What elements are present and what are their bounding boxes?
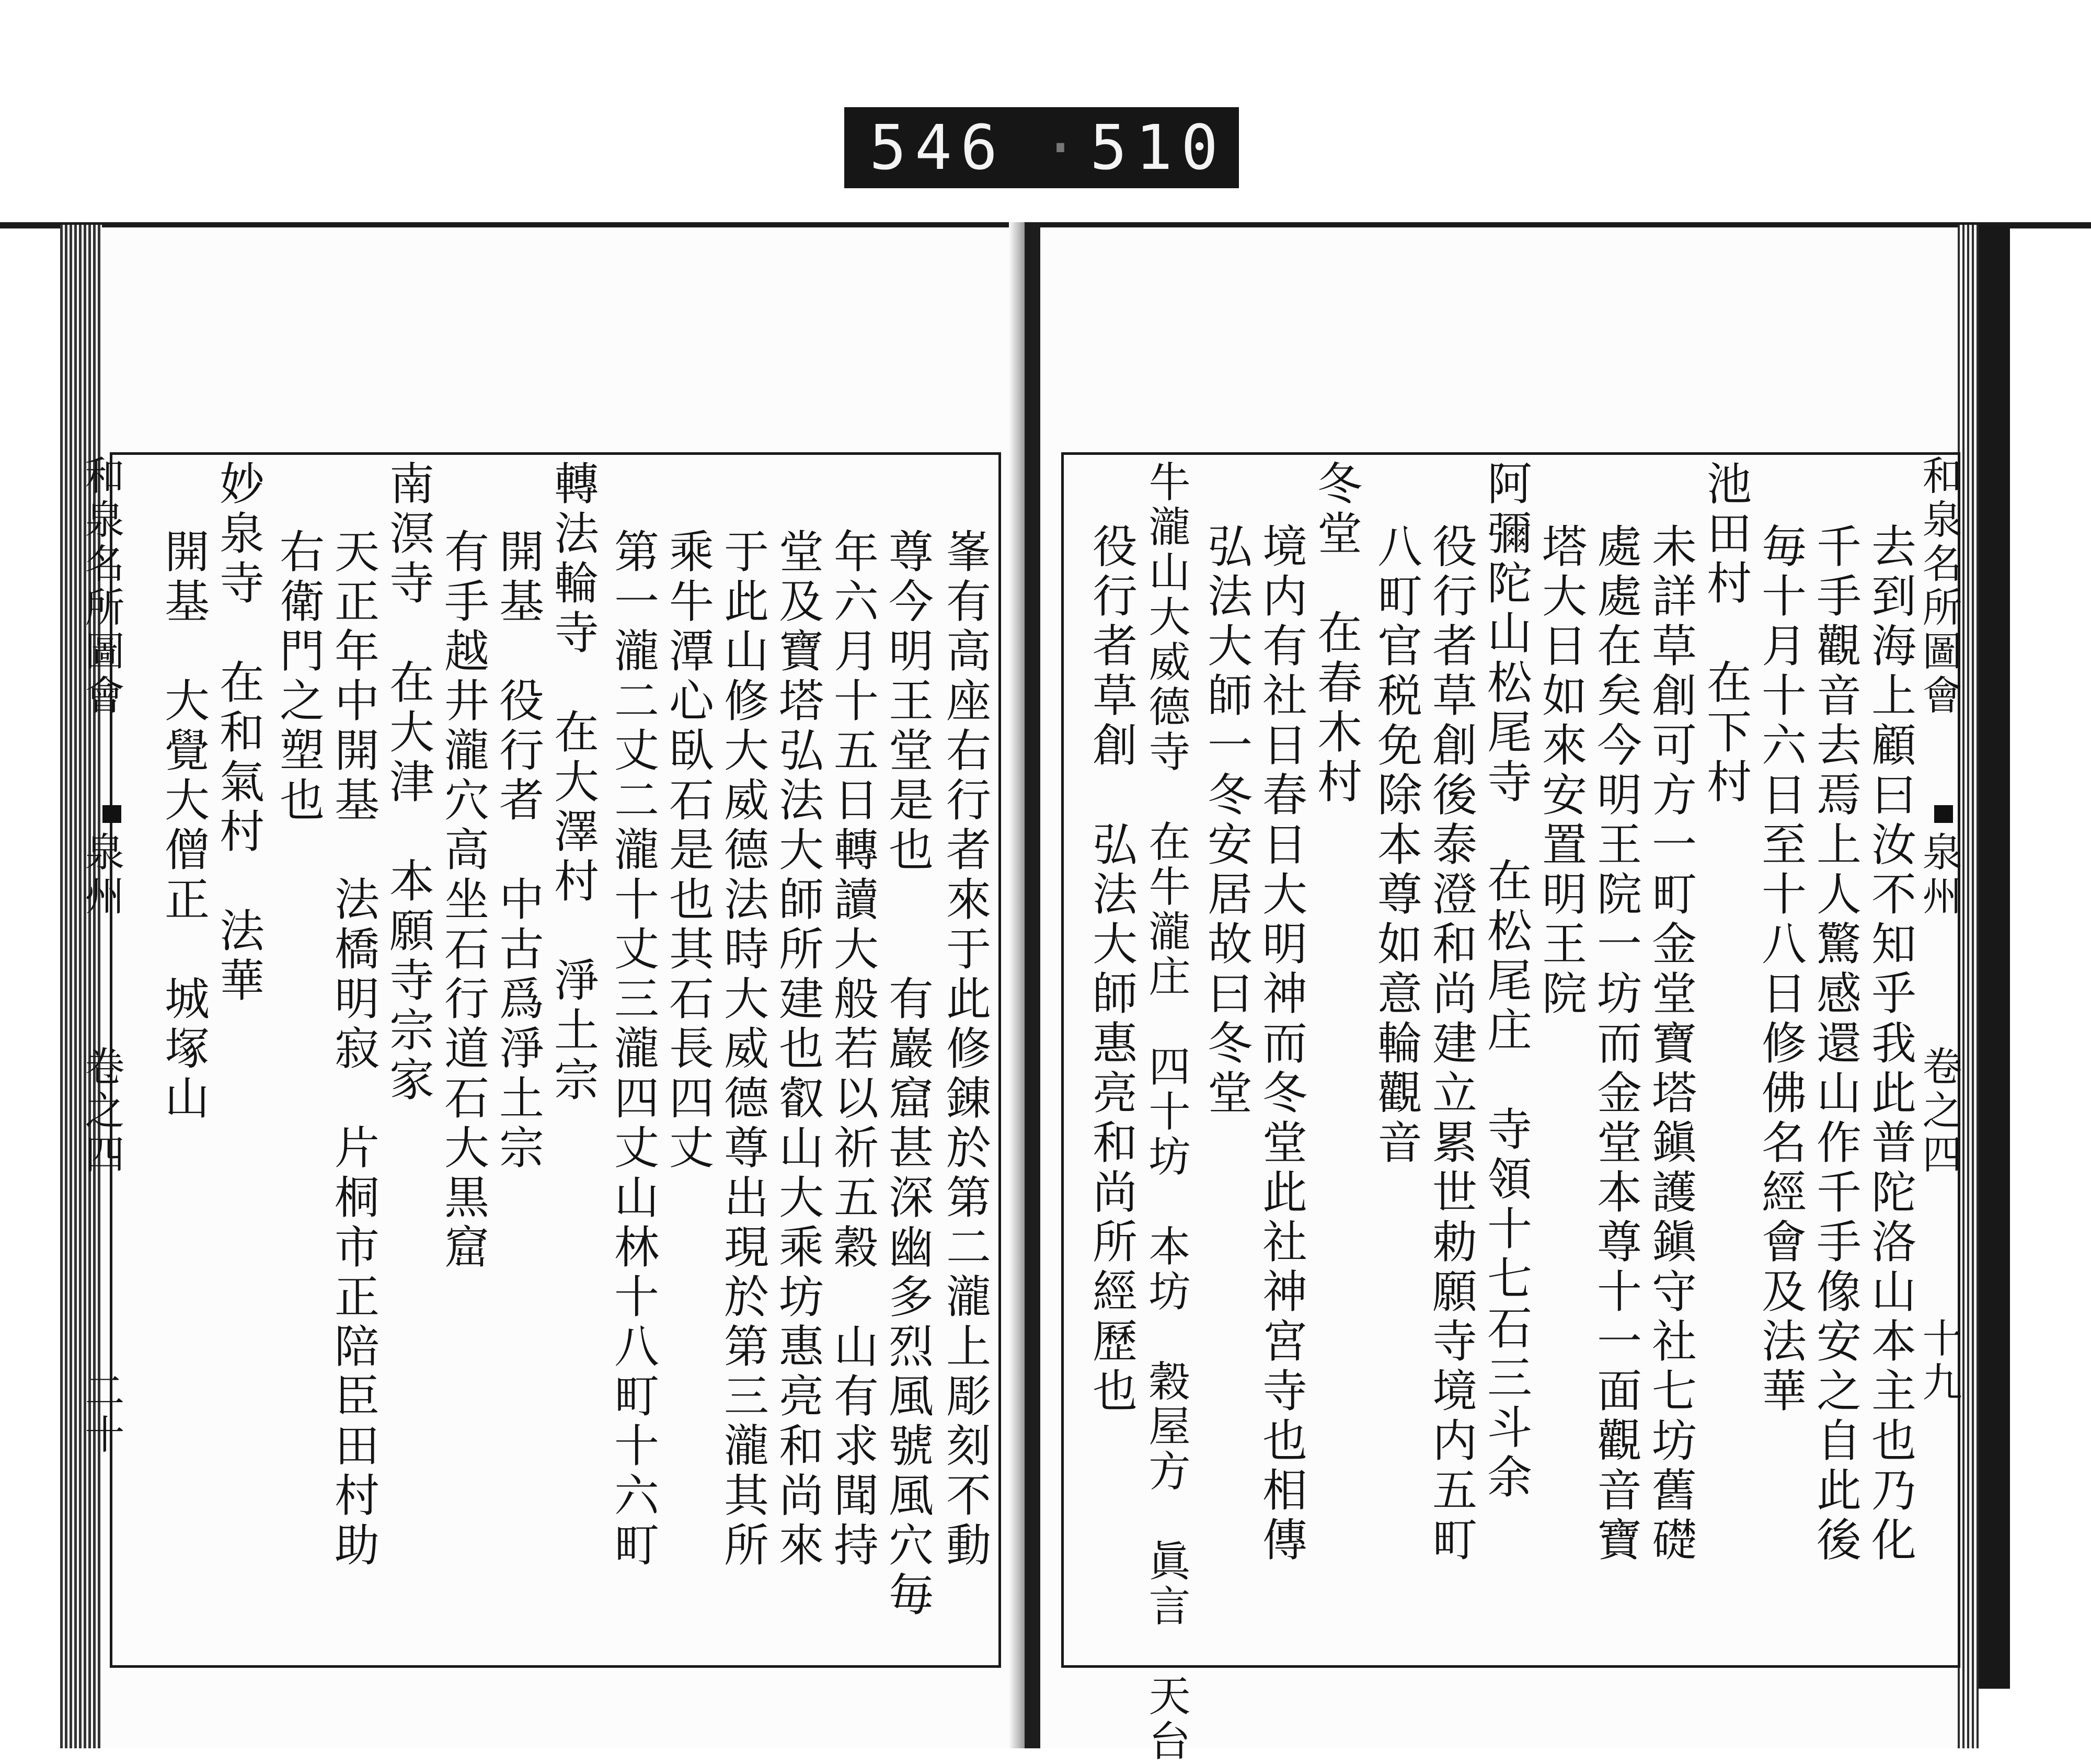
right-page-edge <box>1958 225 1979 1748</box>
left-margin-section: 泉州 <box>78 831 125 919</box>
right-col-6: 處處在矣今明王院一坊而金堂本尊十一面觀音寶 <box>1589 523 1641 1566</box>
left-col-7: 第一瀧二丈二瀧十丈三瀧四丈山林十八町十六町 <box>606 528 659 1571</box>
left-col-13: 右衛門之塑也 <box>272 528 324 826</box>
right-col-8: 阿彌陀山松尾寺 在松尾庄 寺領十七石三斗余 <box>1479 460 1532 1503</box>
right-margin-title: 和泉名所圖會 <box>1916 455 1962 718</box>
left-margin-title: 和泉名所圖會 <box>78 455 125 718</box>
right-col-9: 役行者草創後泰澄和尚建立累世勅願寺境内五町 <box>1424 523 1477 1566</box>
right-col-15: 役行者草創 弘法大師惠亮和尚所經歷也 <box>1085 523 1137 1417</box>
left-col-8: 轉法輪寺 在大澤村 淨土宗 <box>546 460 599 1106</box>
catalog-number-plate <box>844 107 1239 188</box>
right-col-10: 八町官税免除本尊如意輪觀音 <box>1370 523 1422 1169</box>
book-gutter <box>1025 222 1040 1748</box>
right-cover-edge <box>1979 225 2010 1689</box>
gutter-shadow <box>1009 222 1025 1748</box>
left-fold-mark <box>102 805 121 823</box>
plate-separator: · <box>1042 111 1088 184</box>
left-catalog-number: 546 <box>869 111 1006 184</box>
right-margin-volume: 卷之四 <box>1916 1046 1962 1177</box>
right-col-12: 境内有社日春日大明神而冬堂此社神宮寺也相傳 <box>1255 523 1307 1566</box>
right-col-1: 去到海上顧曰汝不知乎我此普陀洛山本主也乃化 <box>1864 523 1916 1566</box>
left-col-6: 乘牛潭心臥石是也其石長四丈 <box>661 528 714 1174</box>
left-col-11: 南溟寺 在大津 本願寺宗家 <box>382 460 434 1106</box>
right-col-14: 牛瀧山大威德寺 在牛瀧庄 四十坊 本坊 穀屋方 眞言 天台 <box>1142 460 1190 1764</box>
right-fold-mark <box>1934 805 1953 823</box>
left-col-1: 峯有高座右行者來于此修錬於第二瀧上彫刻不動 <box>938 528 991 1571</box>
left-col-4: 堂及寶塔弘法大師所建也叡山大乘坊惠亮和尚來 <box>771 528 823 1571</box>
left-col-12: 天正年中開基 法橋明寂 片桐市正陪臣田村助 <box>327 528 379 1571</box>
left-margin-folio: 二十 <box>78 1370 125 1458</box>
right-col-5: 未詳草創可方一町金堂寶塔鎭護鎭守社七坊舊礎 <box>1644 523 1696 1566</box>
right-col-11: 冬堂 在春木村 <box>1309 460 1362 808</box>
right-col-3: 毎十月十六日至十八日修佛名經會及法華 <box>1754 523 1806 1417</box>
right-catalog-number: 510 <box>1090 111 1227 184</box>
right-margin-folio: 十九 <box>1916 1318 1962 1405</box>
left-col-5: 于此山修大威德法時大威德尊出現於第三瀧其所 <box>716 528 768 1571</box>
right-col-7: 塔大日如來安置明王院 <box>1534 523 1587 1020</box>
left-col-3: 年六月十五日轉讀大般若以祈五穀 山有求聞持 <box>826 528 878 1571</box>
right-col-2: 千手觀音去焉上人驚感還山作千手像安之自此後 <box>1809 523 1861 1566</box>
left-col-2: 尊今明王堂是也 有巖窟甚深幽多烈風號風穴毎 <box>881 528 933 1621</box>
left-margin-volume: 卷之四 <box>78 1046 125 1177</box>
left-page-edge <box>60 225 102 1748</box>
right-margin-section: 泉州 <box>1916 831 1962 919</box>
left-col-10: 有手越井瀧穴高坐石行道石大黒窟 <box>436 528 489 1273</box>
left-col-14: 妙泉寺 在和氣村 法華 <box>212 460 264 1006</box>
left-col-9: 開基 役行者 中古爲淨土宗 <box>491 528 544 1174</box>
left-col-15: 開基 大覺大僧正 城塚山 <box>157 528 209 1124</box>
right-col-4: 池田村 在下村 <box>1699 460 1751 808</box>
right-col-13: 弘法大師一冬安居故曰冬堂 <box>1200 523 1252 1119</box>
